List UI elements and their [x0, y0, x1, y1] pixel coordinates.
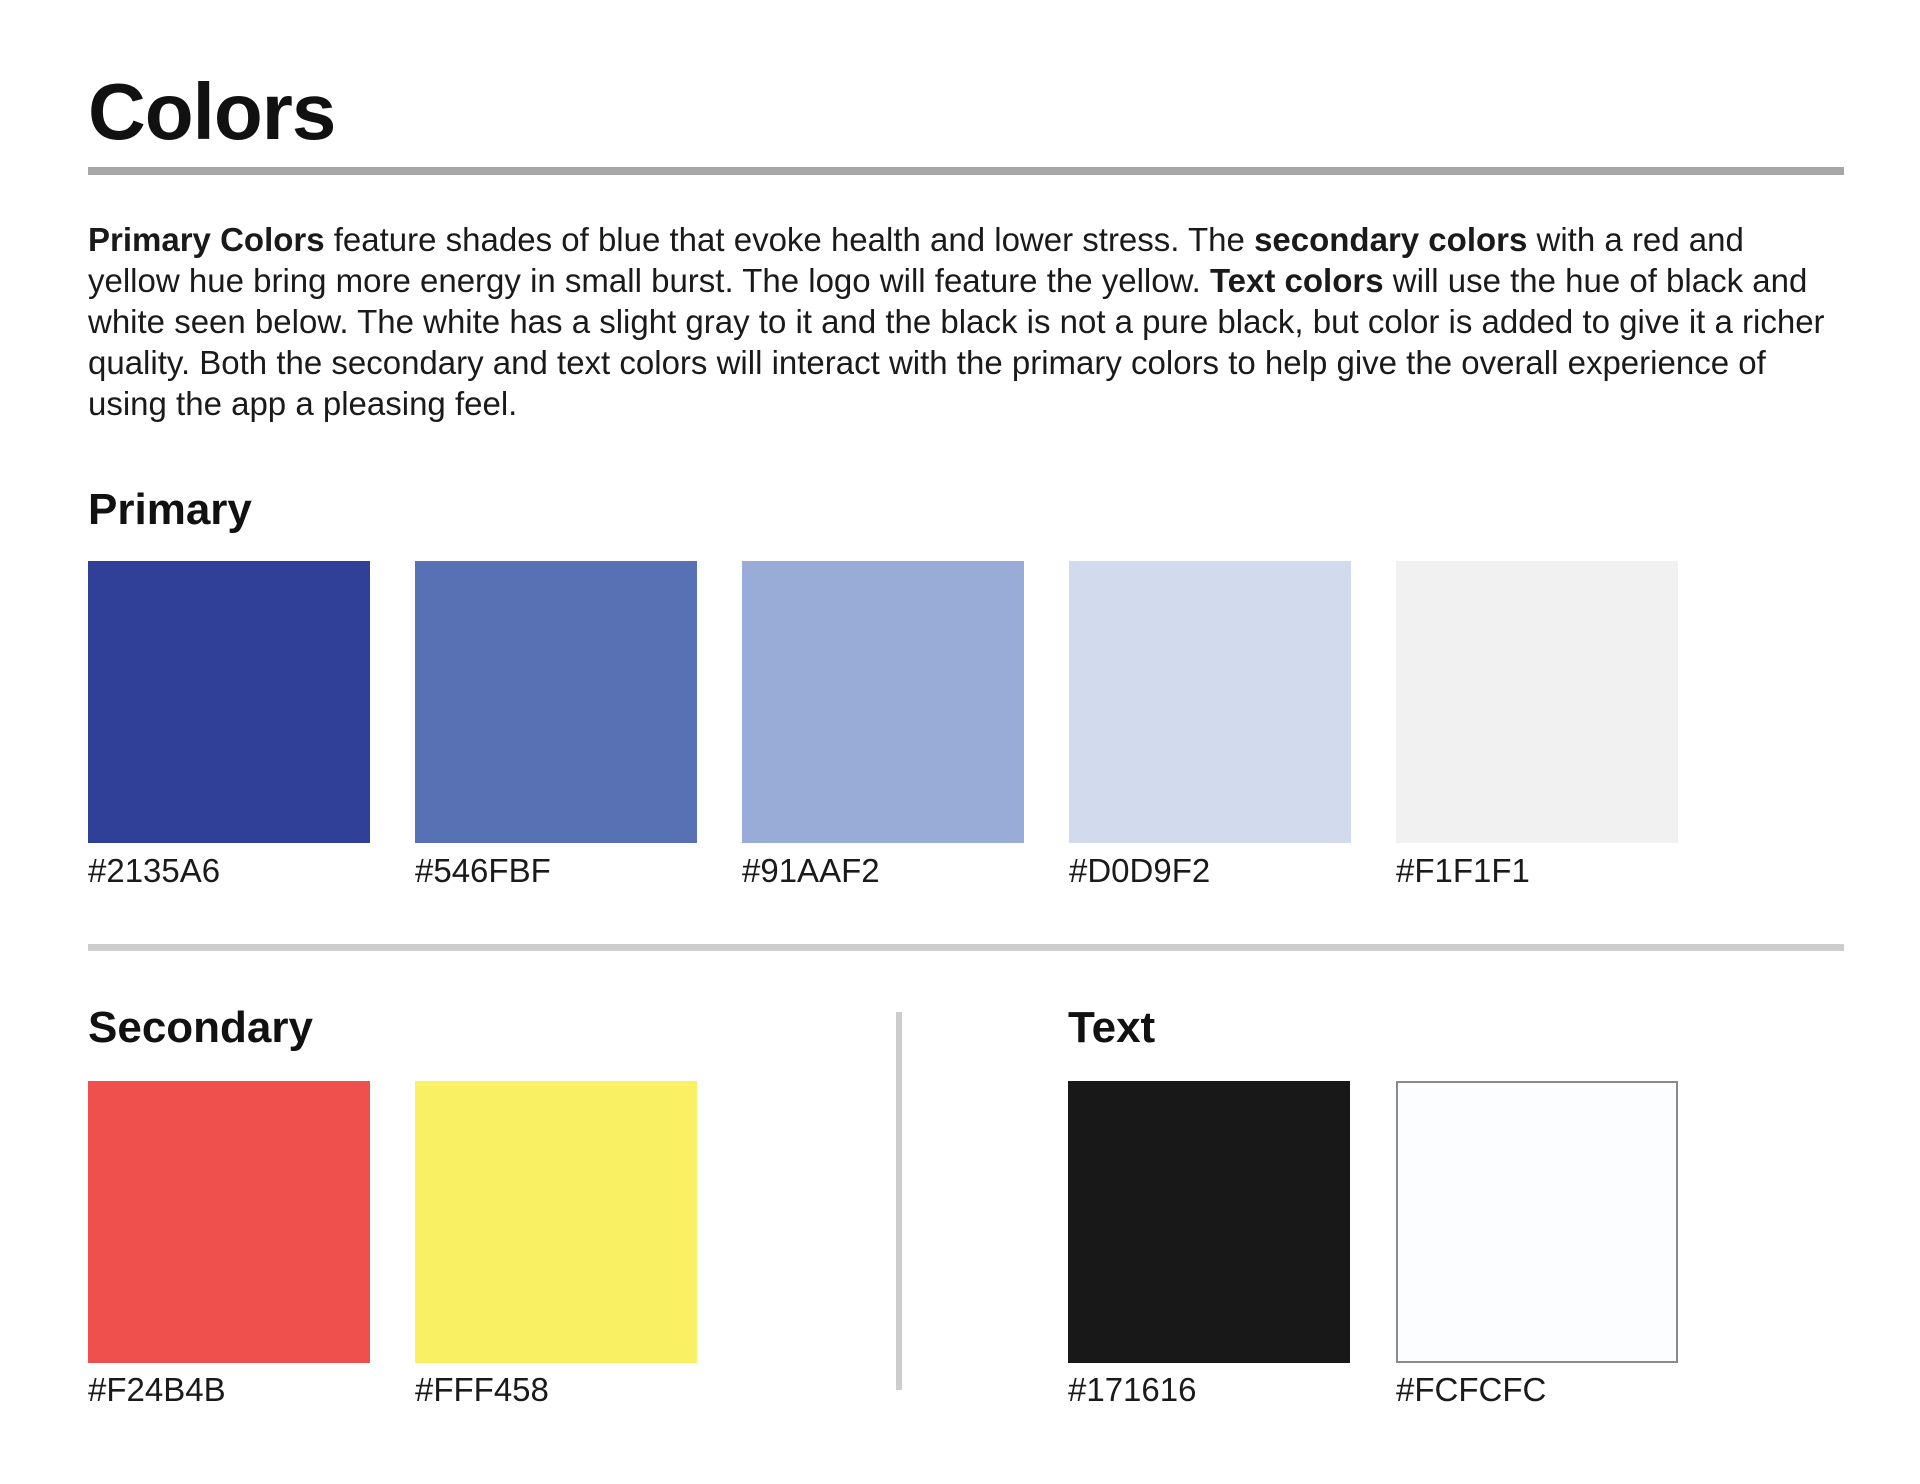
primary-swatch-1 — [88, 561, 370, 843]
page-title: Colors — [88, 67, 336, 156]
text-hex-1: #171616 — [1068, 1371, 1197, 1408]
secondary-hex-1: #F24B4B — [88, 1371, 226, 1408]
intro-text-1: feature shades of blue that evoke health and lower stress. The — [324, 221, 1255, 258]
primary-swatch-5 — [1396, 561, 1678, 843]
primary-swatch-4 — [1069, 561, 1351, 843]
intro-text-3: will use the hue of black and white seen below. The white has a slight gray to it and the black is not a pure black, but color is added to give it a richer quality. Both the secondary and text colors will interact with the primary colors to help give the overall experience of using the app a pleasing feel. — [88, 262, 1825, 422]
primary-swatch-2 — [415, 561, 697, 843]
intro-text-2: with a red and yellow hue bring more energy in small burst. The logo will feature the yellow. — [88, 221, 1744, 299]
title-divider — [88, 167, 1844, 175]
secondary-hex-2: #FFF458 — [415, 1371, 549, 1408]
text-heading: Text — [1068, 1003, 1156, 1052]
primary-hex-1: #2135A6 — [88, 852, 221, 889]
primary-swatch-3 — [742, 561, 1024, 843]
intro-primary-bold: Primary Colors — [88, 221, 325, 258]
primary-hex-3: #91AAF2 — [742, 852, 880, 889]
intro-paragraph — [88, 219, 1844, 424]
secondary-swatch-1 — [88, 1081, 370, 1363]
secondary-heading: Secondary — [88, 1003, 313, 1052]
intro-secondary-bold: secondary colors — [1254, 221, 1528, 258]
text-hex-2: #FCFCFC — [1396, 1371, 1547, 1408]
primary-hex-2: #546FBF — [415, 852, 551, 889]
primary-hex-5: #F1F1F1 — [1396, 852, 1530, 889]
text-swatch-2 — [1396, 1081, 1678, 1363]
text-swatch-1 — [1068, 1081, 1350, 1363]
primary-hex-4: #D0D9F2 — [1069, 852, 1211, 889]
section-divider — [88, 944, 1844, 951]
column-divider — [896, 1012, 902, 1390]
primary-heading: Primary — [88, 485, 252, 534]
intro-text-colors-bold: Text colors — [1209, 262, 1384, 299]
secondary-swatch-2 — [415, 1081, 697, 1363]
